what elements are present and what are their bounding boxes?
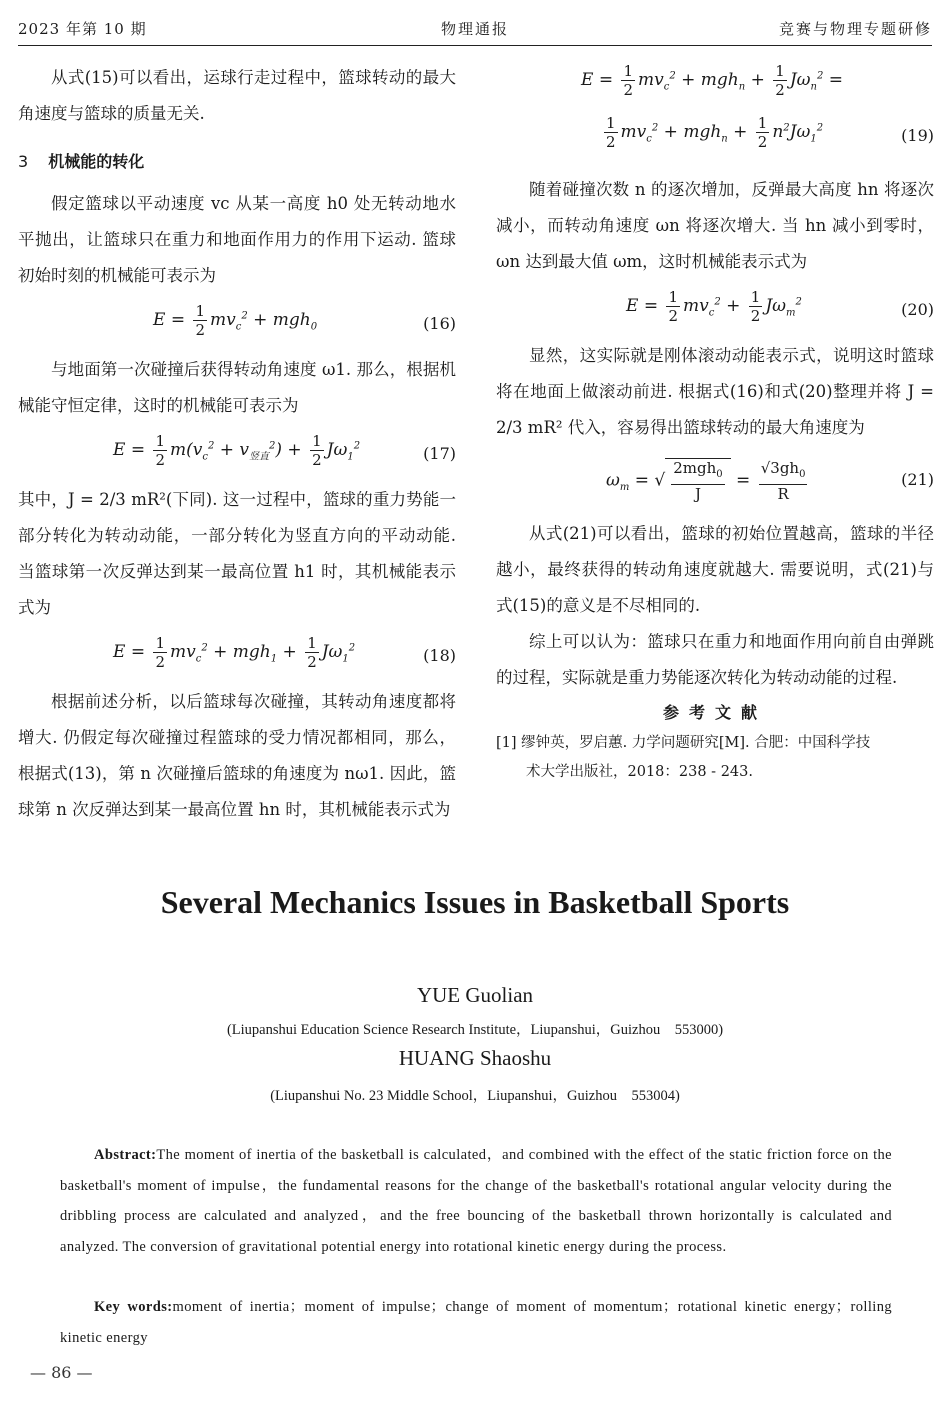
keywords-label: Key words: bbox=[94, 1299, 173, 1315]
author-affiliation: (Liupanshui No. 23 Middle School，Liupanshui，Guizhou 553004) bbox=[270, 1088, 680, 1104]
page-number: — 86 — bbox=[30, 1363, 93, 1382]
paragraph: 与地面第一次碰撞后获得转动角速度 ω1. 那么，根据机械能守恒定律，这时的机械能可表示为 bbox=[18, 360, 456, 415]
issue-label: 2023 年第 10 期 bbox=[18, 20, 147, 38]
section-name: 竞赛与物理专题研修 bbox=[778, 20, 932, 38]
equation-21: $\omega_m$ = √ $\frac{2mgh_0}{J}$ = $\frac{√3gh_0}{R}$ (21) bbox=[606, 459, 934, 503]
abstract-text: The moment of inertia of the basketball is calculated，and combined with the effect of the static friction force on the basketball's moment of impulse，the fundamental reasons for the change of the basketball's rotational angular velocity during the dribbling process are calculated and analyzed，and the free bouncing of the basketball thrown horizontally is calculated and analyzed. The conversion of gravitational potential energy into rotational kinetic energy during the process. bbox=[60, 1147, 892, 1255]
equation-number: (21) bbox=[901, 470, 934, 489]
equation-17: E = $\frac{1}{2}$ $m(v_c^2 + v_{竖直}^2)$ + $\frac{1}{2}$ $J\omega_1^2$ (17) bbox=[113, 432, 456, 469]
paragraph: 显然，这实际就是刚体滚动动能表示式，说明这时篮球将在地面上做滚动前进. 根据式(16)和式(20)整理并将 J = 2/3 mR² 代入，容易得出篮球转动的最大角速度为 bbox=[496, 346, 934, 437]
abstract-label: Abstract: bbox=[94, 1147, 157, 1163]
references-heading: 参考文献 bbox=[662, 703, 767, 722]
equation-16: E = $\frac{1}{2}$ $mv_c^2 + mgh_0$ (16) bbox=[153, 302, 456, 339]
author-name: HUANG Shaoshu bbox=[398, 1046, 552, 1070]
equation-20: E = $\frac{1}{2}$ $mv_c^2$ + $\frac{1}{2}$ $J\omega_m^2$ (20) bbox=[626, 288, 934, 325]
reference-line: 术大学出版社，2018：238 - 243. bbox=[526, 764, 753, 780]
equation-number: (17) bbox=[423, 444, 456, 463]
equation-19-line2: $\frac{1}{2}$ $mv_c^2 + mgh_n$ + $\frac{1}{2}$ $n^2J\omega_1^2$ (19) bbox=[606, 114, 934, 151]
abstract bbox=[60, 1140, 892, 1262]
equation-18: E = $\frac{1}{2}$ $mv_c^2 + mgh_1$ + $\frac{1}{2}$ $J\omega_1^2$ (18) bbox=[113, 634, 456, 671]
paragraph: 随着碰撞次数 n 的逐次增加，反弹最大高度 hn 将逐次减小，而转动角速度 ωn 将逐次增大. 当 hn 减小到零时，ωn 达到最大值 ωm，这时机械能表示式为 bbox=[496, 180, 934, 271]
paragraph: 从式(15)可以看出，运球行走过程中，篮球转动的最大角速度与篮球的质量无关. bbox=[18, 68, 456, 123]
author-affiliation: (Liupanshui Education Science Research Institute，Liupanshui，Guizhou 553000) bbox=[226, 1022, 724, 1038]
keywords bbox=[60, 1292, 892, 1353]
paragraph: 从式(21)可以看出，篮球的初始位置越高，篮球的半径越小，最终获得的转动角速度就越大. 需要说明，式(21)与式(15)的意义是不尽相同的. bbox=[496, 524, 934, 615]
equation-19-line1: E = $\frac{1}{2}$ $mv_c^2 + mgh_n$ + $\frac{1}{2}$ $J\omega_n^2$ = bbox=[581, 62, 843, 99]
paragraph: 综上可以认为：篮球只在重力和地面作用向前自由弹跳的过程，实际就是重力势能逐次转化为转动动能的过程. bbox=[496, 632, 934, 687]
section-heading bbox=[18, 144, 456, 180]
english-title: Several Mechanics Issues in Basketball Sports bbox=[160, 884, 790, 920]
journal-name: 物理通报 bbox=[440, 20, 509, 38]
section-number: 3 bbox=[18, 152, 29, 171]
keywords-text: moment of inertia；moment of impulse；change of moment of momentum；rotational kinetic energy；rolling kinetic energy bbox=[60, 1299, 892, 1346]
equation-number: (20) bbox=[901, 300, 934, 319]
equation-number: (19) bbox=[901, 126, 934, 145]
reference-item bbox=[496, 729, 934, 787]
author-name: YUE Guolian bbox=[416, 983, 534, 1007]
equation-number: (16) bbox=[423, 314, 456, 333]
paragraph: 其中，J = 2/3 mR²(下同). 这一过程中，篮球的重力势能一部分转化为转动动能，一部分转化为竖直方向的平动动能. 当篮球第一次反弹达到某一最高位置 h1 时，其机械能表示式为 bbox=[18, 490, 456, 617]
equation-number: (18) bbox=[423, 646, 456, 665]
section-title: 机械能的转化 bbox=[48, 152, 145, 171]
reference-line: [1] 缪钟英，罗启蕙. 力学问题研究[M]. 合肥：中国科学技 bbox=[496, 735, 871, 751]
right-column bbox=[496, 62, 934, 787]
paragraph: 根据前述分析，以后篮球每次碰撞，其转动角速度都将增大. 仍假定每次碰撞过程篮球的受力情况都相同，那么，根据式(13)，第 n 次碰撞后篮球的角速度为 nω1. 因此，篮球第 n 次反弹达到某一最高位置 hn 时，其机械能表示式为 bbox=[18, 692, 456, 819]
paragraph: 假定篮球以平动速度 vc 从某一高度 h0 处无转动地水平抛出，让篮球只在重力和地面作用力的作用下运动. 篮球初始时刻的机械能可表示为 bbox=[18, 194, 456, 285]
running-header bbox=[18, 16, 932, 46]
left-column bbox=[18, 60, 456, 828]
